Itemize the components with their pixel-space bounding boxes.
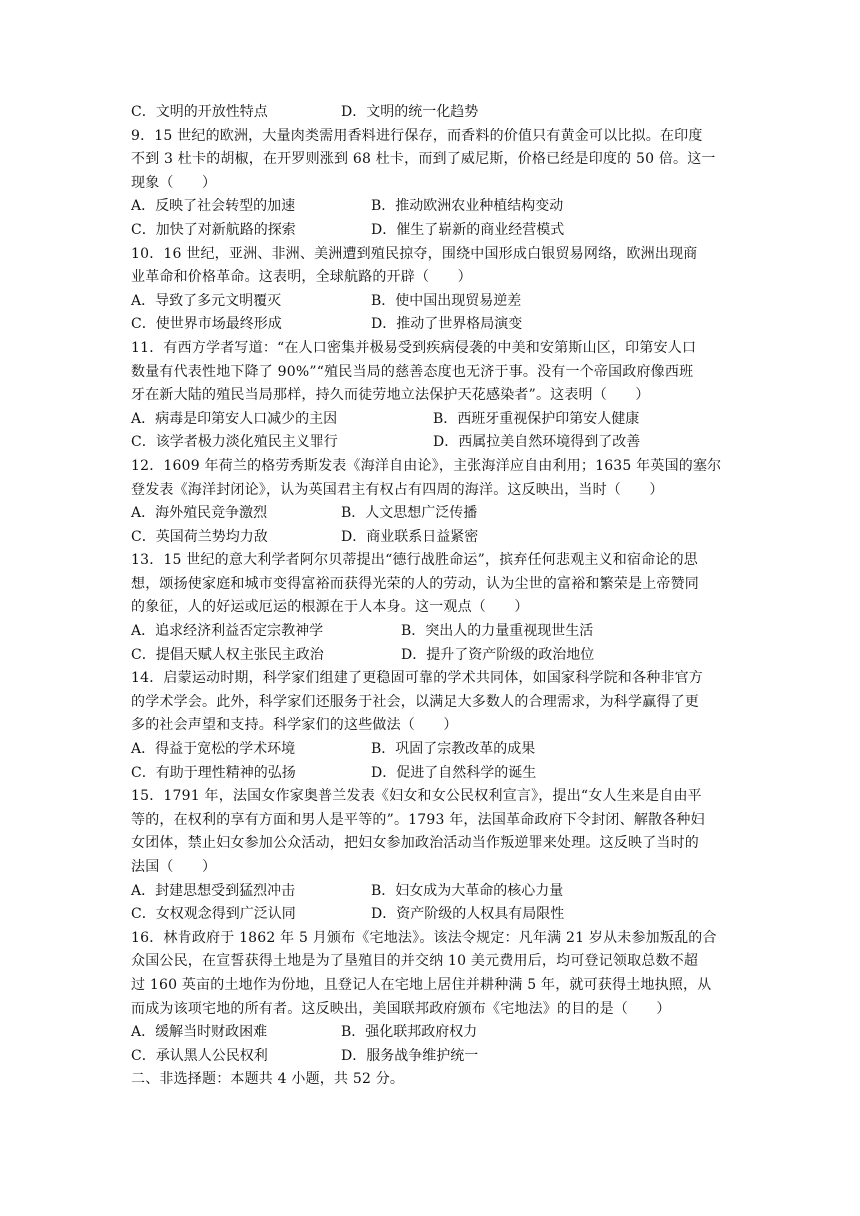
option-choice[interactable]: D．促进了自然科学的诞生 [371, 764, 537, 781]
text-line: 牙在新大陆的殖民当局那样，持久而徒劳地立法保护天花感染者”。这表明（ ） [131, 387, 650, 404]
option-row [131, 620, 731, 644]
option-choice[interactable]: D．提升了资产阶级的政治地位 [401, 646, 595, 663]
option-row [131, 644, 731, 668]
option-choice[interactable]: C．提倡天赋人权主张民主政治 [131, 646, 324, 663]
option-choice[interactable]: C．英国荷兰势均力敌 [131, 528, 268, 545]
option-choice[interactable]: A．追求经济利益否定宗教神学 [131, 623, 324, 640]
text-line: 10．16 世纪，亚洲、非洲、美洲遭到殖民掠夺，围绕中国形成白银贸易网络，欧洲出现商 [131, 245, 698, 262]
option-row [131, 903, 731, 927]
option-row [131, 762, 731, 786]
option-choice[interactable]: B．突出人的力量重视现世生活 [401, 623, 594, 640]
text-line: 15．1791 年，法国女作家奥普兰发表《妇女和女公民权利宣言》，提出“女人生来是自由平 [131, 788, 702, 805]
text-line: 9．15 世纪的欧洲，大量肉类需用香料进行保存，而香料的价值只有黄金可以比拟。在印度 [131, 127, 703, 144]
text-line: 14．启蒙运动时期，科学家们组建了更稳固可靠的学术共同体，如国家科学院和各种非官方 [131, 670, 704, 687]
option-choice[interactable]: D．文明的统一化趋势 [341, 104, 479, 120]
text-line: 而成为该项宅地的所有者。这反映出，美国联邦政府颁布《宅地法》的目的是（ ） [131, 1000, 671, 1017]
option-choice[interactable]: C．女权观念得到广泛认同 [131, 906, 296, 923]
option-choice[interactable]: C．该学者极力淡化殖民主义罪行 [131, 434, 338, 451]
option-choice[interactable]: A．反映了社会转型的加速 [131, 198, 296, 215]
text-line: 女团体，禁止妇女参加公众活动，把妇女参加政治活动当作叛逆罪来处理。这反映了当时的 [131, 835, 699, 852]
option-row [131, 1045, 731, 1069]
text-line: 12．1609 年荷兰的格劳秀斯发表《海洋自由论》，主张海洋应自由利用；1635 年英国的塞尔 [131, 457, 722, 474]
option-choice[interactable]: B．巩固了宗教改革的成果 [371, 741, 536, 758]
option-choice[interactable]: D．商业联系日益紧密 [341, 528, 479, 545]
option-choice[interactable]: C．加快了对新航路的探索 [131, 221, 296, 238]
option-choice[interactable]: B．西班牙重视保护印第安人健康 [433, 410, 640, 427]
text-line: 16．林肯政府于 1862 年 5 月颁布《宅地法》。该法令规定：凡年满 21 岁从未参加叛乱的合 [131, 929, 717, 946]
option-choice[interactable]: D．西属拉美自然环境得到了改善 [433, 434, 641, 451]
option-choice[interactable]: B．使中国出现贸易逆差 [371, 292, 522, 309]
option-choice[interactable]: A．病毒是印第安人口减少的主因 [131, 410, 338, 427]
option-row [131, 101, 731, 125]
option-choice[interactable]: B．推动欧洲农业种植结构变动 [371, 198, 564, 215]
option-choice[interactable]: D．推动了世界格局演变 [371, 316, 523, 333]
text-line: 想，颂扬使家庭和城市变得富裕而获得光荣的人的劳动，认为尘世的富裕和繁荣是上帝赞同 [131, 575, 699, 592]
option-row [131, 313, 731, 337]
option-choice[interactable]: D．催生了崭新的商业经营模式 [371, 221, 565, 238]
text-line: 多的社会声望和支持。科学家们的这些做法（ ） [131, 717, 458, 734]
exam-page [131, 101, 731, 1092]
text-line: 等的，在权利的享有方面和男人是平等的”。1793 年，法国革命政府下令封闭、解散各种妇 [131, 811, 705, 828]
option-row [131, 526, 731, 550]
option-choice[interactable]: A．缓解当时财政困难 [131, 1024, 268, 1041]
text-line: 数量有代表性地下降了 90%”“殖民当局的慈善态度也无济于事。没有一个帝国政府像西班 [131, 363, 694, 380]
option-choice[interactable]: D．资产阶级的人权具有局限性 [371, 906, 565, 923]
text-line: 登发表《海洋封闭论》，认为英国君主有权占有四周的海洋。这反映出，当时（ ） [131, 481, 664, 498]
option-choice[interactable]: C．承认黑人公民权利 [131, 1047, 268, 1064]
option-row [131, 431, 731, 455]
option-choice[interactable]: A．海外殖民竞争激烈 [131, 505, 268, 522]
option-row [131, 738, 731, 762]
option-row [131, 408, 731, 432]
option-row [131, 502, 731, 526]
option-row [131, 290, 731, 314]
option-choice[interactable]: A．导致了多元文明覆灭 [131, 292, 282, 309]
option-choice[interactable]: C．有助于理性精神的弘扬 [131, 764, 296, 781]
text-line: 的象征，人的好运或厄运的根源在于人本身。这一观点（ ） [131, 599, 529, 616]
option-choice[interactable]: A．封建思想受到猛烈冲击 [131, 882, 296, 899]
option-choice[interactable]: C．使世界市场最终形成 [131, 316, 282, 333]
text-line: 的学术学会。此外，科学家们还服务于社会，以满足大多数人的合理需求，为科学赢得了更 [131, 693, 699, 710]
option-choice[interactable]: C．文明的开放性特点 [131, 104, 268, 120]
text-line: 现象（ ） [131, 174, 217, 191]
option-choice[interactable]: B．妇女成为大革命的核心力量 [371, 882, 564, 899]
text-line: 11．有西方学者写道：“在人口密集并极易受到疾病侵袭的中美和安第斯山区，印第安人口 [131, 339, 697, 356]
option-row [131, 880, 731, 904]
option-choice[interactable]: A．得益于宽松的学术环境 [131, 741, 296, 758]
option-choice[interactable]: D．服务战争维护统一 [341, 1047, 479, 1064]
text-line: 业革命和价格革命。这表明，全球航路的开辟（ ） [131, 269, 472, 286]
option-choice[interactable]: B．人文思想广泛传播 [341, 505, 478, 522]
text-line: 不到 3 杜卡的胡椒，在开罗则涨到 68 杜卡，而到了威尼斯，价格已经是印度的 50 倍。这一 [131, 151, 716, 168]
text-line: 众国公民，在宣誓获得土地是为了垦殖目的并交纳 10 美元费用后，均可登记领取总数不超 [131, 953, 699, 970]
text-line: 过 160 英亩的土地作为份地，且登记人在宅地上居住并耕种满 5 年，就可获得土地执照，从 [131, 976, 712, 993]
option-row [131, 1021, 731, 1045]
option-row [131, 195, 731, 219]
text-line: 二、非选择题：本题共 4 小题，共 52 分。 [131, 1071, 405, 1088]
text-line: 13．15 世纪的意大利学者阿尔贝蒂提出“德行战胜命运”，摈弃任何悲观主义和宿命论的思 [131, 552, 698, 569]
option-choice[interactable]: B．强化联邦政府权力 [341, 1024, 478, 1041]
option-row [131, 219, 731, 243]
text-line: 法国（ ） [131, 859, 217, 875]
question-content [131, 101, 731, 1092]
